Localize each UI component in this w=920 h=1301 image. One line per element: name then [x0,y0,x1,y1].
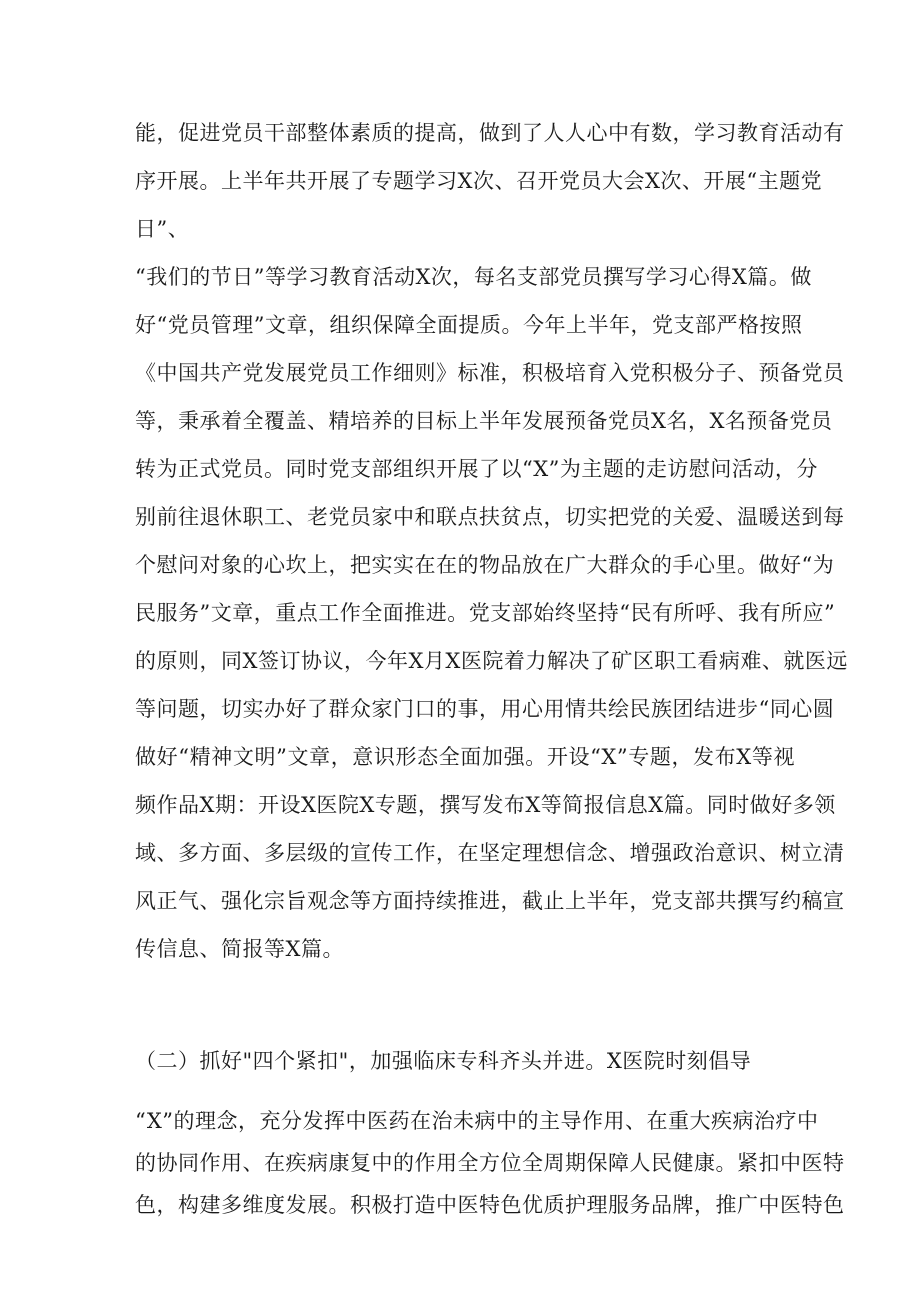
paragraph-line: 等，秉承着全覆盖、精培养的目标上半年发展预备党员X名，X名预备党员 [135,409,833,433]
paragraph-line: 频作品X期：开设X医院X专题，撰写发布X等简报信息X篇。同时做好多领 [135,793,836,817]
paragraph-line: 序开展。上半年共开展了专题学习X次、召开党员大会X次、开展“主题党 [135,169,823,193]
paragraph-line: 个慰问对象的心坎上，把实实在在的物品放在广大群众的手心里。做好“为 [135,553,835,577]
paragraph-line: “X”的理念，充分发挥中医药在治未病中的主导作用、在重大疾病治疗中 [135,1109,819,1133]
paragraph-line: 能，促进党员干部整体素质的提高，做到了人人心中有数，学习教育活动有 [135,121,845,145]
paragraph-line: 别前往退休职工、老党员家中和联点扶贫点，切实把党的关爱、温暖送到每 [135,505,845,529]
paragraph-line: 民服务”文章，重点工作全面推进。党支部始终坚持“民有所呼、我有所应” [135,601,836,625]
paragraph-line: 风正气、强化宗旨观念等方面持续推进，截止上半年，党支部共撰写约稿宣 [135,889,845,913]
paragraph-line: 好“党员管理”文章，组织保障全面提质。今年上半年，党支部严格按照 [135,313,803,337]
paragraph-line: 日”、 [135,217,190,241]
paragraph-line: 域、多方面、多层级的宣传工作，在坚定理想信念、增强政治意识、树立清 [135,841,845,865]
paragraph-line: “我们的节日”等学习教育活动X次，每名支部党员撰写学习心得X篇。做 [135,265,812,289]
paragraph-line: 的协同作用、在疾病康复中的作用全方位全周期保障人民健康。紧扣中医特 [135,1151,845,1175]
paragraph-line: 色，构建多维度发展。积极打造中医特色优质护理服务品牌，推广中医特色 [135,1193,845,1217]
paragraph-line: 的原则，同X签订协议，今年X月X医院着力解决了矿区职工看病难、就医远 [135,649,848,673]
paragraph-line: 转为正式党员。同时党支部组织开展了以“X”为主题的走访慰问活动，分 [135,457,818,481]
paragraph-line: 等问题，切实办好了群众家门口的事，用心用情共绘民族团结进步“同心圆 [135,697,835,721]
section-heading: （二）抓好"四个紧扣"，加强临床专科齐头并进。X医院时刻倡导 [135,1049,752,1073]
paragraph-line: 《中国共产党发展党员工作细则》标准，积极培育入党积极分子、预备党员 [135,361,845,385]
paragraph-line: 做好“精神文明”文章，意识形态全面加强。开设“X”专题，发布X等视 [135,745,795,769]
paragraph-line: 传信息、简报等X篇。 [135,937,344,961]
